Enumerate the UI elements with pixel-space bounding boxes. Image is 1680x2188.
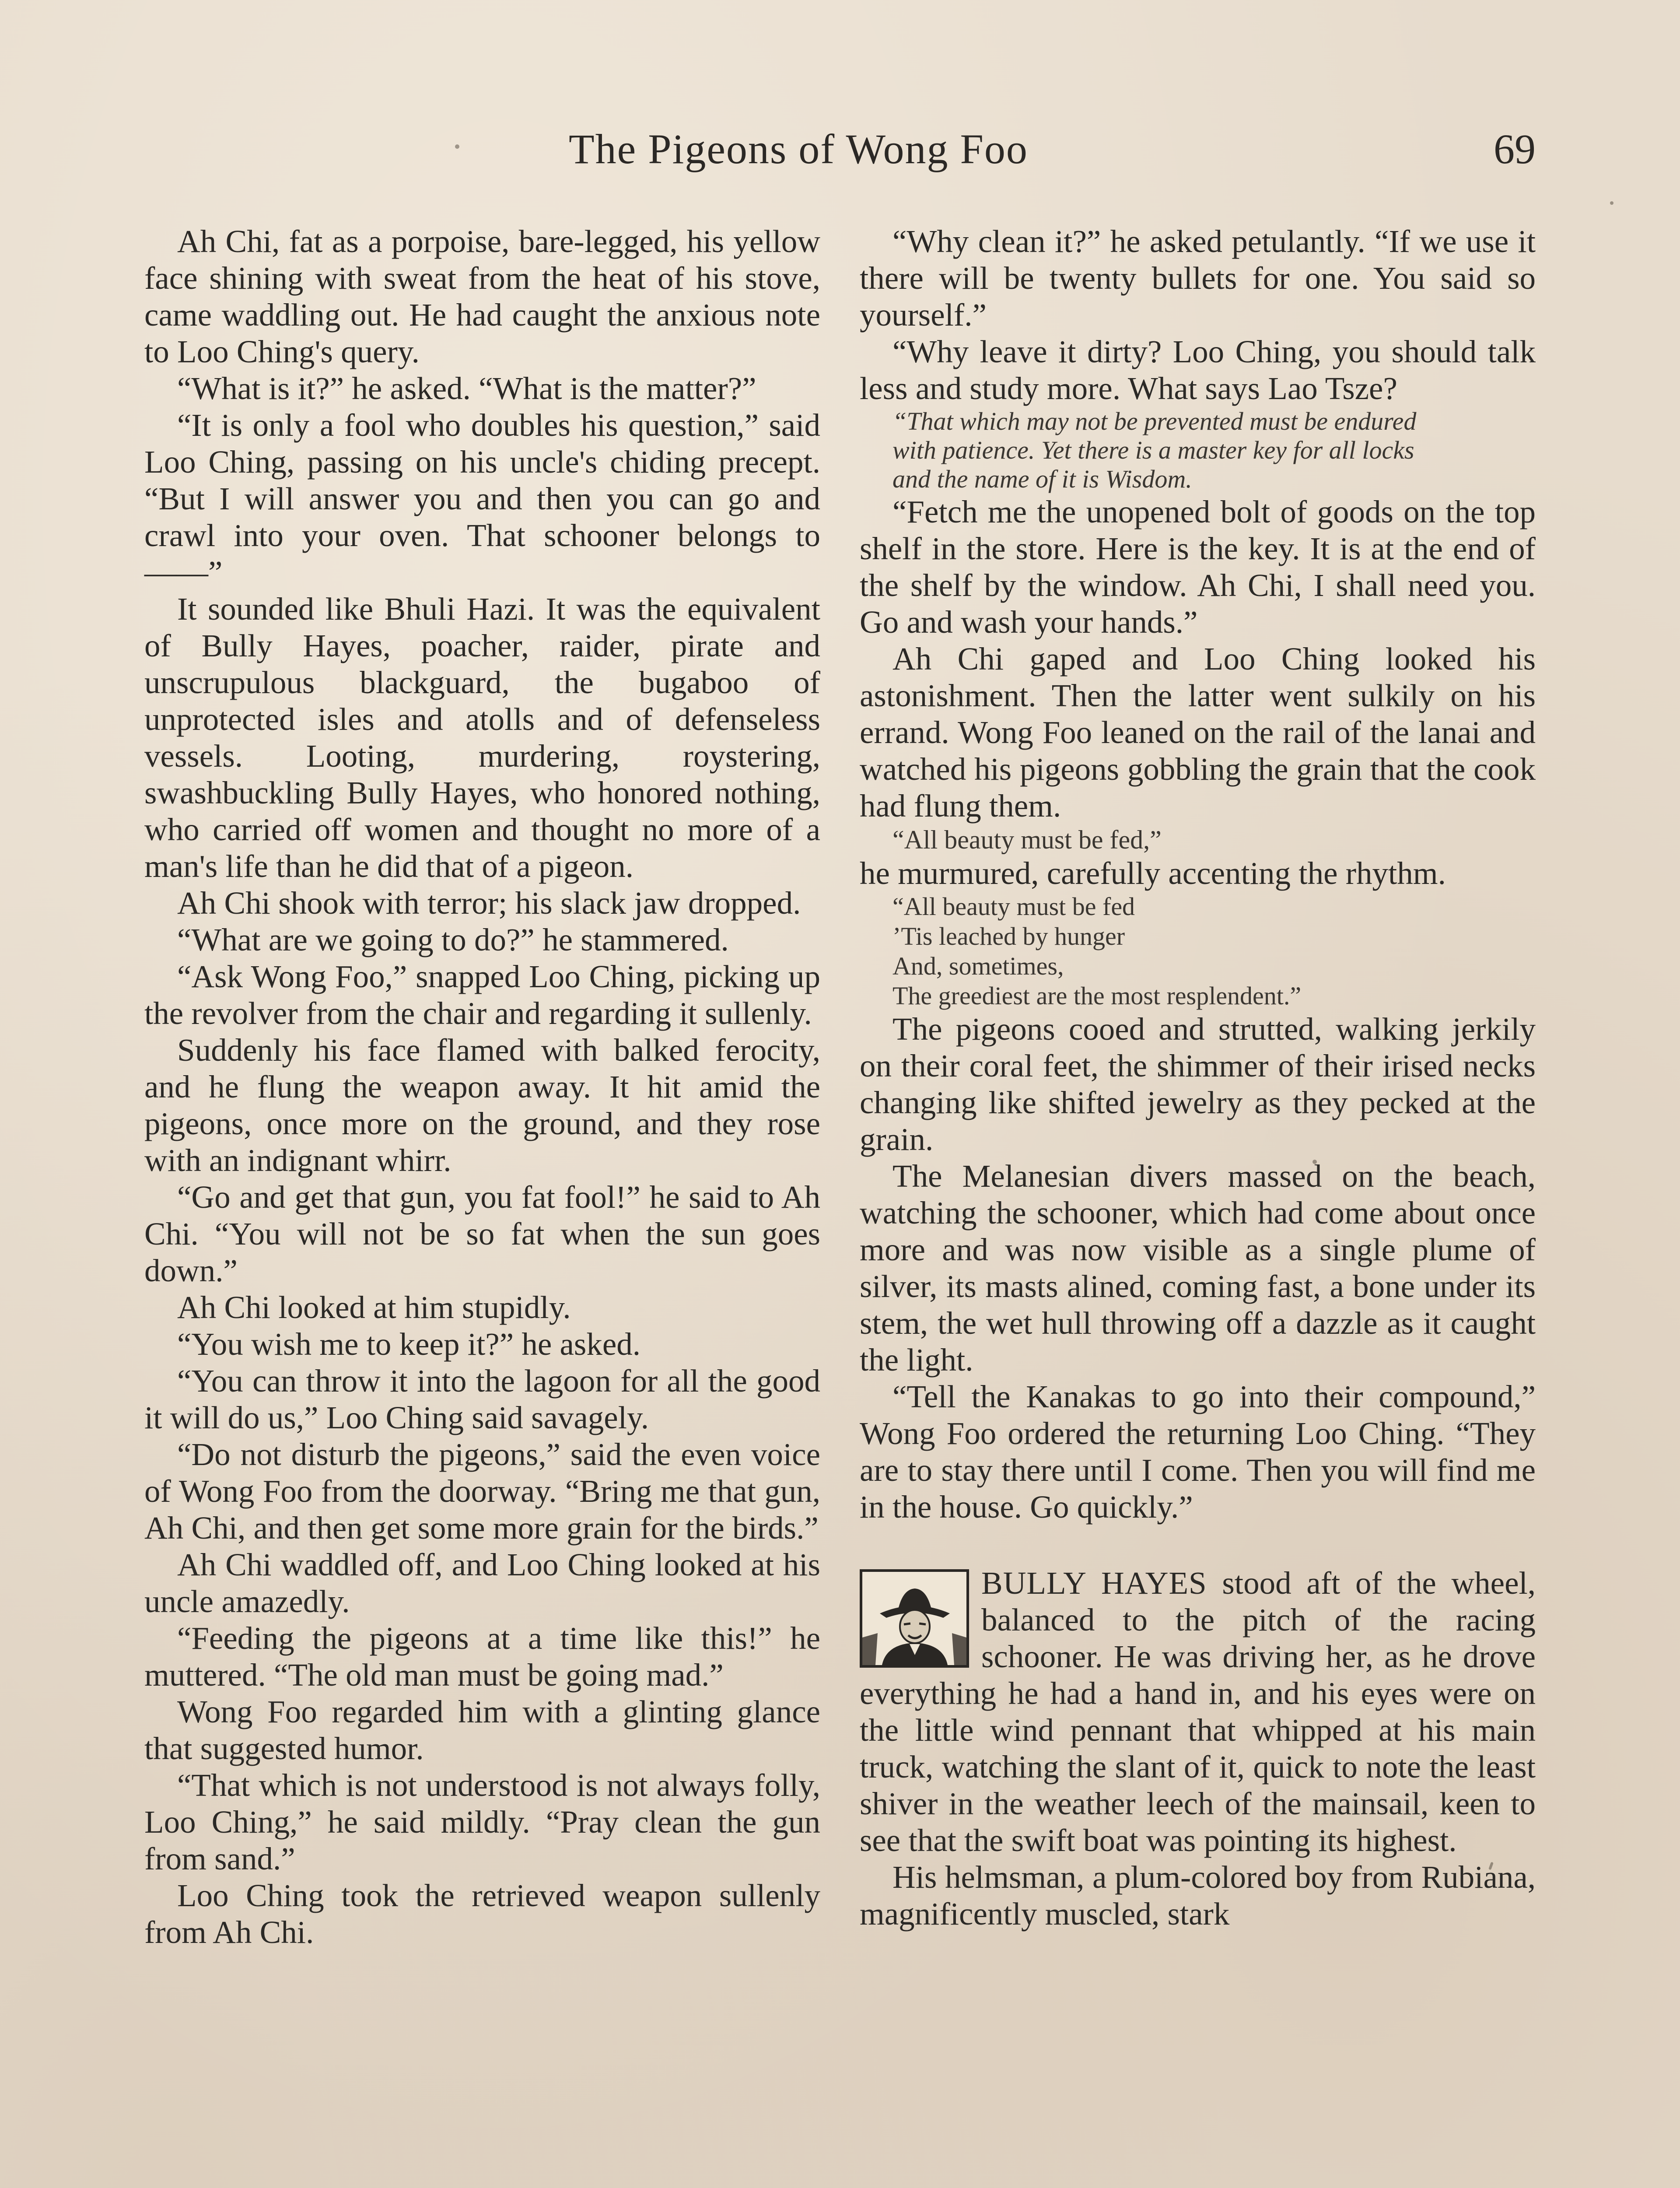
paragraph: Ah Chi waddled off, and Loo Ching looked at his uncle amazedly.	[144, 1547, 820, 1619]
paragraph: His helmsman, a plum-colored boy from Rubiana, magnificently muscled, stark	[860, 1859, 1536, 1932]
paragraph: “Why leave it dirty? Loo Ching, you should talk less and study more. What says Lao Tsze?	[860, 334, 1536, 406]
verse-line: ’Tis leached by hunger	[892, 922, 1125, 950]
paragraph: “Fetch me the unopened bolt of goods on the top shelf in the store. Here is the key. It is at the end of the shelf by the window. Ah Chi, I shall need you. Go and wash your hands.”	[860, 494, 1536, 640]
paragraph: Ah Chi gaped and Loo Ching looked his astonishment. Then the latter went sulkily on his errand. Wong Foo leaned on the rail of the lanai and watched his pigeons gobbling the grain that the cook had flung them.	[860, 641, 1536, 824]
paragraph: Ah Chi, fat as a porpoise, bare-legged, his yellow face shining with sweat from the heat of his stove, came waddling out. He had caught the anxious note to Loo Ching's query.	[144, 224, 820, 369]
lead-caps: BULLY HAYES	[981, 1565, 1207, 1601]
paragraph: The Melanesian divers massed on the beach, watching the schooner, which had come about once more and was now visible as a single plume of silver, its masts alined, coming fast, a bone under its stem, the wet hull throwing off a dazzle as it caught the light.	[860, 1158, 1536, 1378]
paragraph: “What are we going to do?” he stammered.	[177, 922, 729, 957]
verse-line: “All beauty must be fed	[892, 892, 1135, 921]
paragraph: The pigeons cooed and strutted, walking jerkily on their coral feet, the shimmer of their irised necks changing like shifted jewelry as they pecked at the grain.	[860, 1011, 1536, 1157]
paragraph: “Do not disturb the pigeons,” said the even voice of Wong Foo from the doorway. “Bring me that gun, Ah Chi, and then get some more grain for the birds.”	[144, 1437, 820, 1546]
quote-line: with patience. Yet there is a master key for all locks	[892, 436, 1414, 464]
paper-speck	[1312, 1160, 1317, 1164]
paragraph: he murmured, carefully accenting the rhythm.	[860, 856, 1446, 891]
paragraph: “Feeding the pigeons at a time like this!” he muttered. “The old man must be going mad.”	[144, 1620, 820, 1693]
lao-tsze-quote	[860, 407, 1536, 494]
running-head	[0, 125, 1680, 186]
page-title: The Pigeons of Wong Foo	[569, 126, 1028, 172]
paragraph: “It is only a fool who doubles his question,” said Loo Ching, passing on his uncle's chiding precept. “But I will answer you and then you can go and crawl into your oven. That schooner belongs to ——”	[144, 407, 820, 590]
verse-line: The greediest are the most resplendent.”	[892, 982, 1302, 1010]
paragraph: “Tell the Kanakas to go into their compound,” Wong Foo ordered the returning Loo Ching. “They are to stay there until I come. Then you will find me in the house. Go quickly.”	[860, 1379, 1536, 1525]
verse	[860, 892, 1536, 1011]
paragraph: Ah Chi shook with terror; his slack jaw dropped.	[177, 885, 801, 921]
paragraph: Suddenly his face flamed with balked ferocity, and he flung the weapon away. It hit amid the pigeons, once more on the ground, and they rose with an indignant whirr.	[144, 1032, 820, 1178]
drop-cap-man-with-hat-icon	[860, 1569, 969, 1668]
paragraph: “You can throw it into the lagoon for all the good it will do us,” Loo Ching said savagely.	[144, 1363, 820, 1435]
section-start	[860, 1565, 1536, 1932]
paragraph: Wong Foo regarded him with a glinting glance that suggested humor.	[144, 1694, 820, 1766]
left-column	[144, 223, 820, 1951]
paragraph: “That which is not understood is not always folly, Loo Ching,” he said mildly. “Pray clean the gun from sand.”	[144, 1767, 820, 1876]
paragraph: “Go and get that gun, you fat fool!” he said to Ah Chi. “You will not be so fat when the sun goes down.”	[144, 1179, 820, 1288]
paragraph: “Why clean it?” he asked petulantly. “If we use it there will be twenty bullets for one. You said so yourself.”	[860, 224, 1536, 333]
paragraph: “What is it?” he asked. “What is the matter?”	[177, 371, 756, 406]
lead-text: stood aft of the wheel, balanced to the pitch of the racing schooner. He was driving her, as he drove everything he had a hand in, and his eyes were on the little wind pennant that whipped at his main truck, watching the slant of it, quick to note the least shiver in the weather leech of the mainsail, keen to see that the swift boat was pointing its highest.	[860, 1565, 1536, 1858]
paragraph: Ah Chi looked at him stupidly.	[177, 1290, 571, 1325]
page-number: 69	[1494, 126, 1536, 172]
verse-line: And, sometimes,	[892, 952, 1064, 980]
quote-line: and the name of it is Wisdom.	[892, 465, 1192, 493]
right-column	[860, 223, 1536, 1932]
short-quote: “All beauty must be fed,”	[892, 825, 1162, 854]
paragraph: “You wish me to keep it?” he asked.	[177, 1326, 640, 1362]
paragraph: “Ask Wong Foo,” snapped Loo Ching, picking up the revolver from the chair and regarding it sullenly.	[144, 959, 820, 1031]
paper-speck	[455, 144, 459, 149]
paragraph: Loo Ching took the retrieved weapon sullenly from Ah Chi.	[144, 1878, 820, 1950]
paragraph: It sounded like Bhuli Hazi. It was the equivalent of Bully Hayes, poacher, raider, pirate and unscrupulous blackguard, the bugaboo of unprotected isles and atolls and of defenseless vessels. Looting, murdering, roystering, swashbuckling Bully Hayes, who honored nothing, who carried off women and thought no more of a man's life than he did that of a pigeon.	[144, 591, 820, 884]
paper-speck	[1610, 201, 1614, 205]
quote-line: “That which may not be prevented must be endured	[892, 407, 1417, 435]
